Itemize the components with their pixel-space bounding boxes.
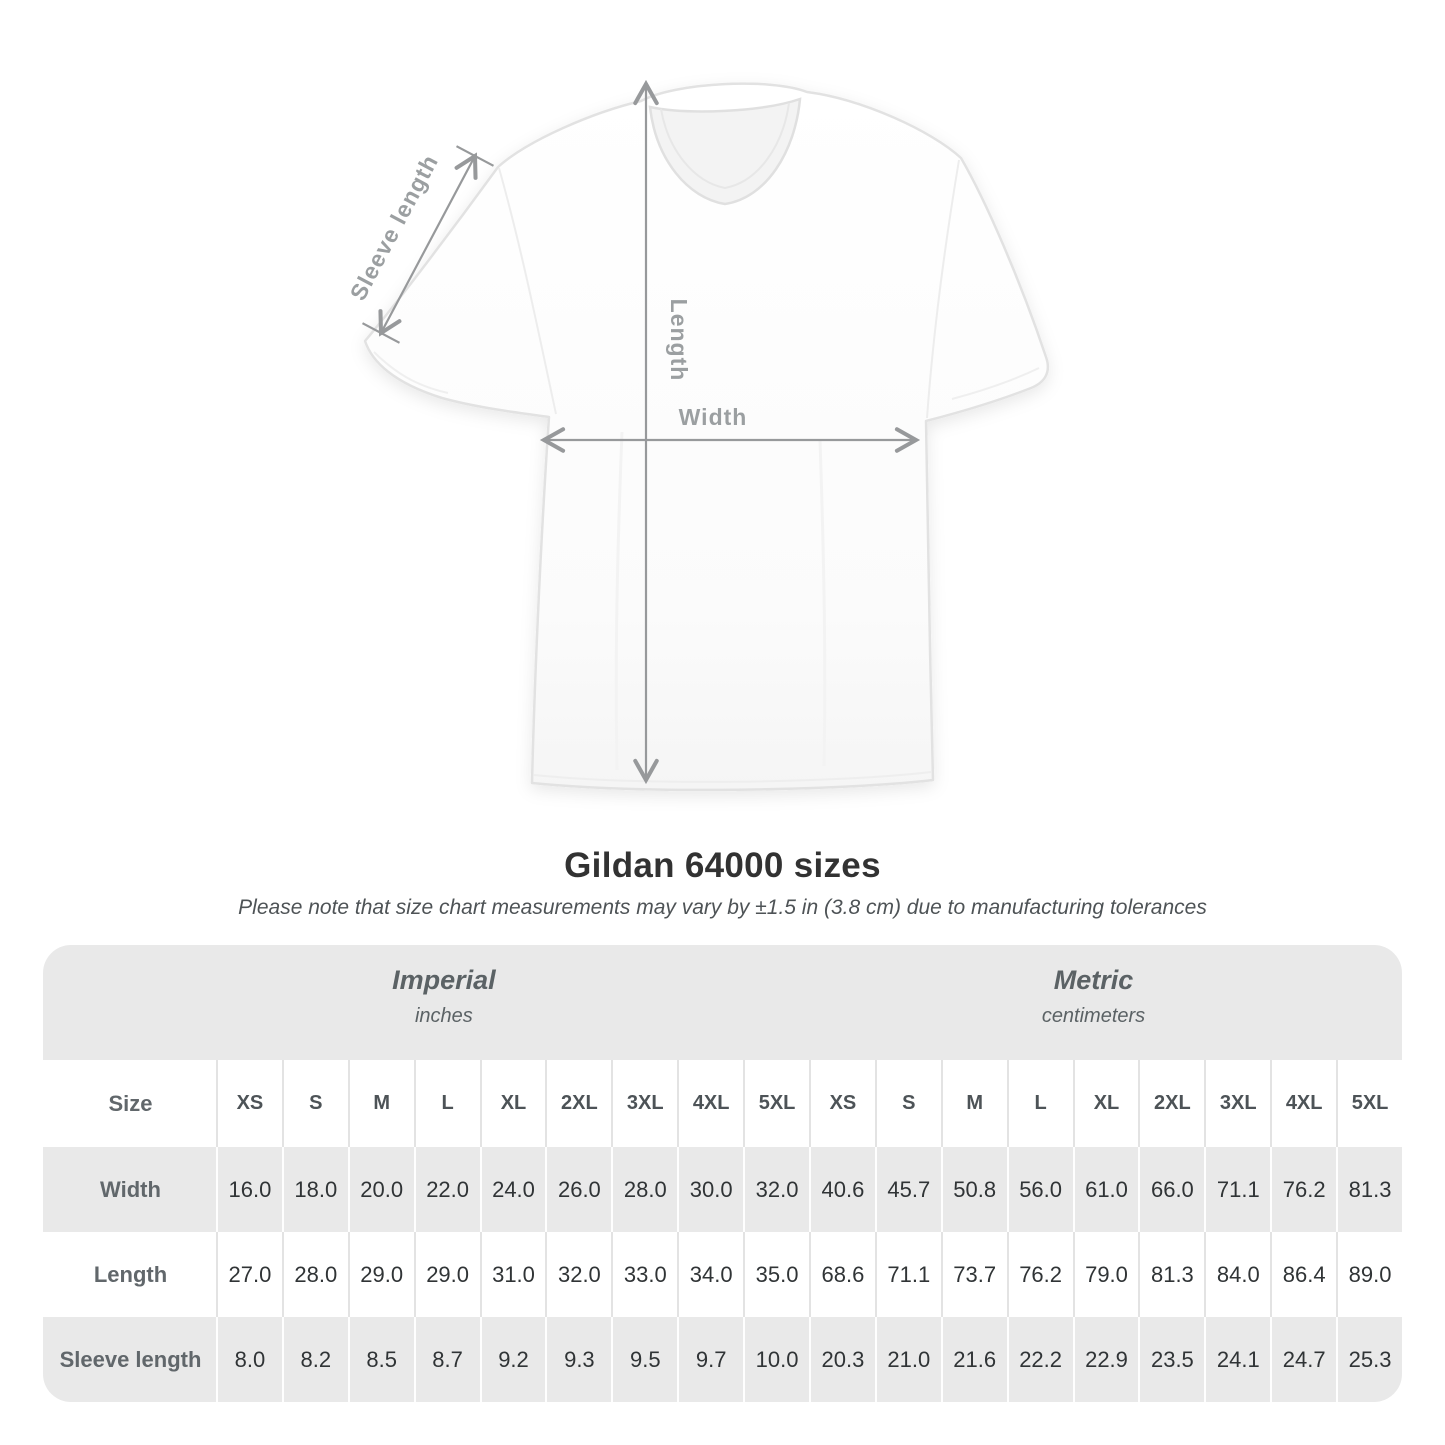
size-header-imperial-xl: XL	[480, 1060, 546, 1147]
size-table-body	[43, 1147, 1402, 1402]
value-cell-metric: 76.2	[1007, 1232, 1073, 1317]
value-cell-metric: 50.8	[941, 1147, 1007, 1232]
size-column-header: Size	[108, 1090, 153, 1116]
value-cell-metric: 61.0	[1073, 1147, 1139, 1232]
table-row-width	[43, 1147, 1402, 1232]
value-cell-metric: 20.3	[809, 1317, 875, 1402]
size-header-imperial-xs: XS	[216, 1060, 282, 1147]
tolerance-note: Please note that size chart measurements may vary by ±1.5 in (3.8 cm) due to manufacturing tolerances	[238, 896, 1207, 919]
value-cell-imperial: 20.0	[348, 1147, 414, 1232]
value-cell-imperial: 27.0	[216, 1232, 282, 1317]
value-cell-metric: 22.2	[1007, 1317, 1073, 1402]
value-cell-imperial: 28.0	[282, 1232, 348, 1317]
group-sublabel-metric: centimeters	[1041, 1005, 1146, 1027]
table-group-band	[43, 945, 1402, 1060]
value-cell-metric: 21.6	[941, 1317, 1007, 1402]
value-cell-metric: 56.0	[1007, 1147, 1073, 1232]
length-label: Length	[666, 298, 692, 382]
row-label: Sleeve length	[59, 1346, 202, 1372]
value-cell-metric: 89.0	[1336, 1232, 1402, 1317]
value-cell-imperial: 18.0	[282, 1147, 348, 1232]
value-cell-imperial: 9.2	[480, 1317, 546, 1402]
value-cell-metric: 84.0	[1204, 1232, 1270, 1317]
size-header-metric-xs: XS	[809, 1060, 875, 1147]
size-header-metric-2xl: 2XL	[1138, 1060, 1204, 1147]
value-cell-metric: 66.0	[1138, 1147, 1204, 1232]
group-label-imperial: Imperial	[392, 965, 496, 995]
group-header-metric	[1042, 965, 1145, 1028]
value-cell-metric: 71.1	[1204, 1147, 1270, 1232]
value-cell-metric: 24.7	[1270, 1317, 1336, 1402]
value-cell-imperial: 31.0	[480, 1232, 546, 1317]
size-header-row	[43, 1060, 1402, 1147]
size-header-imperial-2xl: 2XL	[545, 1060, 611, 1147]
size-header-metric-5xl: 5XL	[1336, 1060, 1402, 1147]
size-header-imperial-s: S	[282, 1060, 348, 1147]
size-chart-table	[43, 945, 1402, 1402]
size-header-imperial-l: L	[414, 1060, 480, 1147]
value-cell-metric: 21.0	[875, 1317, 941, 1402]
size-header-metric-m: M	[941, 1060, 1007, 1147]
value-cell-metric: 40.6	[809, 1147, 875, 1232]
tshirt-illustration	[365, 84, 1048, 790]
value-cell-imperial: 9.7	[677, 1317, 743, 1402]
value-cell-imperial: 33.0	[611, 1232, 677, 1317]
size-header-metric-3xl: 3XL	[1204, 1060, 1270, 1147]
size-header-imperial-3xl: 3XL	[611, 1060, 677, 1147]
row-label: Width	[100, 1176, 161, 1202]
value-cell-imperial: 32.0	[743, 1147, 809, 1232]
group-sublabel-imperial: inches	[414, 1005, 473, 1027]
size-header-imperial-4xl: 4XL	[677, 1060, 743, 1147]
value-cell-imperial: 22.0	[414, 1147, 480, 1232]
value-cell-imperial: 29.0	[348, 1232, 414, 1317]
value-cell-imperial: 32.0	[545, 1232, 611, 1317]
value-cell-metric: 22.9	[1073, 1317, 1139, 1402]
size-header-imperial-5xl: 5XL	[743, 1060, 809, 1147]
value-cell-imperial: 34.0	[677, 1232, 743, 1317]
value-cell-metric: 73.7	[941, 1232, 1007, 1317]
value-cell-metric: 71.1	[875, 1232, 941, 1317]
size-header-metric-l: L	[1007, 1060, 1073, 1147]
size-header-metric-4xl: 4XL	[1270, 1060, 1336, 1147]
row-label: Length	[93, 1261, 168, 1287]
value-cell-imperial: 8.0	[216, 1317, 282, 1402]
value-cell-metric: 81.3	[1336, 1147, 1402, 1232]
table-row-sleeve-length	[43, 1317, 1402, 1402]
group-label-metric: Metric	[1053, 965, 1134, 995]
value-cell-imperial: 28.0	[611, 1147, 677, 1232]
size-header-imperial-m: M	[348, 1060, 414, 1147]
value-cell-metric: 24.1	[1204, 1317, 1270, 1402]
page-title: Gildan 64000 sizes	[564, 846, 881, 885]
value-cell-metric: 79.0	[1073, 1232, 1139, 1317]
value-cell-imperial: 9.5	[611, 1317, 677, 1402]
value-cell-metric: 76.2	[1270, 1147, 1336, 1232]
table-row-length	[43, 1232, 1402, 1317]
value-cell-metric: 86.4	[1270, 1232, 1336, 1317]
value-cell-imperial: 30.0	[677, 1147, 743, 1232]
value-cell-metric: 45.7	[875, 1147, 941, 1232]
value-cell-imperial: 8.7	[414, 1317, 480, 1402]
value-cell-imperial: 9.3	[545, 1317, 611, 1402]
size-header-metric-xl: XL	[1073, 1060, 1139, 1147]
value-cell-metric: 23.5	[1138, 1317, 1204, 1402]
value-cell-imperial: 8.5	[348, 1317, 414, 1402]
value-cell-imperial: 10.0	[743, 1317, 809, 1402]
value-cell-metric: 81.3	[1138, 1232, 1204, 1317]
value-cell-imperial: 16.0	[216, 1147, 282, 1232]
value-cell-imperial: 29.0	[414, 1232, 480, 1317]
size-header-metric-s: S	[875, 1060, 941, 1147]
value-cell-imperial: 26.0	[545, 1147, 611, 1232]
group-header-imperial	[392, 965, 496, 1028]
value-cell-imperial: 35.0	[743, 1232, 809, 1317]
value-cell-imperial: 24.0	[480, 1147, 546, 1232]
sleeve-length-label: Sleeve length	[344, 149, 444, 305]
value-cell-metric: 25.3	[1336, 1317, 1402, 1402]
value-cell-imperial: 8.2	[282, 1317, 348, 1402]
value-cell-metric: 68.6	[809, 1232, 875, 1317]
width-label: Width	[678, 404, 748, 430]
